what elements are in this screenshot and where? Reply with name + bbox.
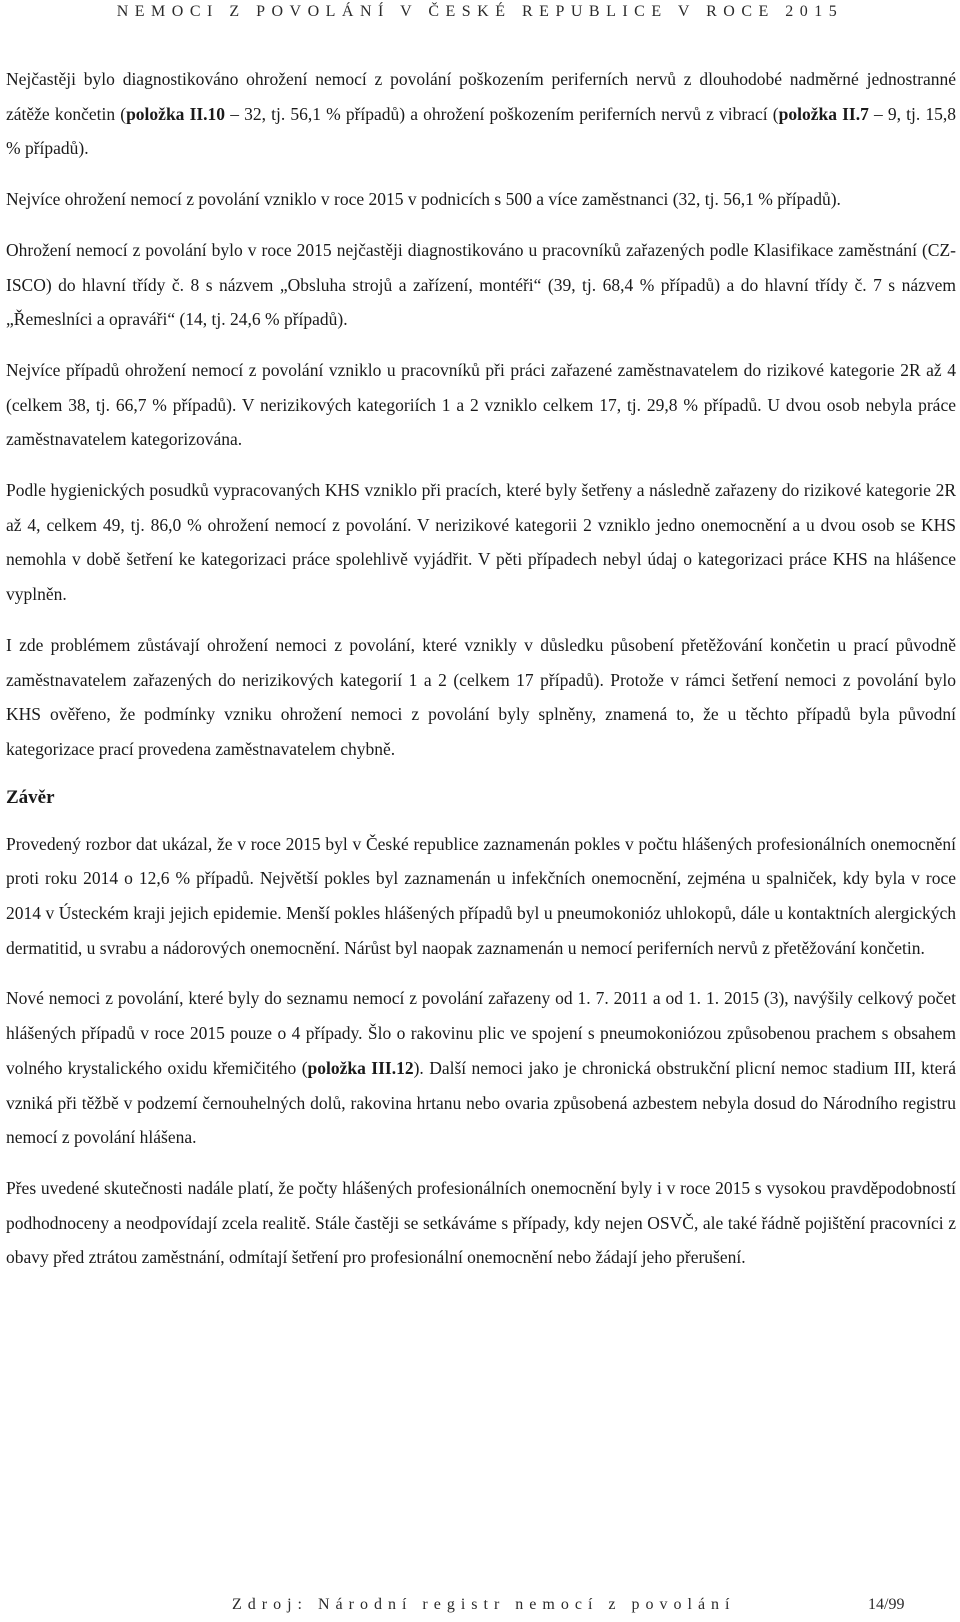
item-reference: položka II.7 — [778, 103, 869, 124]
paragraph-conclusion-summary: Provedený rozbor dat ukázal, že v roce 2015 byl v České republice zaznamenán pokles v počtu hlášených profesionálních onemocnění proti roku 2014 o 12,6 % případů. Největší pokles byl zaznamenán u infekčních onemocnění, zejména u spalniček, kdy byla v roce 2014 v Ústeckém kraji jejich epidemie. Menší pokles hlášených případů byl u pneumokonióz uhlokopů, dále u kontaktních alergických dermatitid, u svrabu a nádorových onemocnění. Nárůst byl naopak zaznamenán u nemocí periferních nervů z přetěžování končetin. — [6, 833, 956, 958]
paragraph-text: – 9, tj. 15,8 % případů). — [6, 103, 956, 159]
page-number: 14/99 — [868, 1596, 905, 1613]
paragraph-diagnosis — [6, 62, 956, 166]
paragraph-text: Nejčastěji bylo diagnostikováno ohrožení nemocí z povolání poškozením periferních nervů z dlouhodobé nadměrné jednostranné zátěže končetin ( — [6, 69, 956, 124]
paragraph-company-size: Nejvíce ohrožení nemocí z povolání vzniklo v roce 2015 v podnicích s 500 a více zaměstnanci (32, tj. 56,1 % případů). — [6, 189, 841, 210]
paragraph-hygiene-reports: Podle hygienických posudků vypracovaných KHS vzniklo při pracích, které byly šetřeny a následně zařazeny do rizikové kategorie 2R až 4, celkem 49, tj. 86,0 % ohrožení nemocí z povolání. V nerizikové kategorii 2 vzniklo jedno onemocnění a u dvou osob se KHS nemohla v době šetření ke kategorizaci práce spolehlivě vyjádřit. V pěti případech nebyl údaj o kategorizaci práce KHS na hlášence vyplněn. — [6, 480, 956, 605]
paragraph-risk-category: Nejvíce případů ohrožení nemocí z povolání vzniklo u pracovníků při práci zařazené zaměstnavatelem do rizikové kategorie 2R až 4 (celkem 38, tj. 66,7 % případů). V nerizikových kategoriích 1 a 2 vzniklo celkem 17, tj. 29,8 % případů. U dvou osob nebyla práce zaměstnavatelem kategorizována. — [6, 359, 956, 450]
page-footer — [0, 1596, 960, 1618]
paragraph-text: – 32, tj. 56,1 % případů) a ohrožení poškozením periferních nervů z vibrací ( — [225, 103, 779, 124]
page-header: NEMOCI Z POVOLÁNÍ V ČESKÉ REPUBLICE V ROCE 2015 — [116, 3, 844, 20]
section-heading-conclusion: Závěr — [6, 786, 55, 808]
item-reference: položka II.10 — [126, 103, 226, 124]
paragraph-underreporting: Přes uvedené skutečnosti nadále platí, že počty hlášených profesionálních onemocnění byly i v roce 2015 s vysokou pravděpodobností podhodnoceny a neodpovídají zcela realitě. Stále častěji se setkáváme s případy, kdy nejen OSVČ, ale také řádně pojištění pracovníci z obavy před ztrátou zaměstnání, odmítají šetření pro profesionální onemocnění nebo žádají jeho přerušení. — [6, 1177, 956, 1268]
document-body — [6, 62, 956, 1291]
paragraph-problem: I zde problémem zůstávají ohrožení nemoci z povolání, které vznikly v důsledku působení přetěžování končetin u prací původně zaměstnavatelem zařazených do nerizikových kategorií 1 a 2 (celkem 17 případů). Protože v rámci šetření nemoci z povolání bylo KHS ověřeno, že podmínky vzniku ohrožení nemoci z povolání byly splněny, znamená to, že u těchto případů byla původní kategorizace prací provedena zaměstnavatelem chybně. — [6, 634, 956, 759]
footer-source: Zdroj: Národní registr nemocí z povolání — [232, 1596, 736, 1613]
paragraph-occupation: Ohrožení nemocí z povolání bylo v roce 2015 nejčastěji diagnostikováno u pracovníků zařazených podle Klasifikace zaměstnání (CZ-ISCO) do hlavní třídy č. 8 s názvem „Obsluha strojů a zařízení, montéři“ (39, tj. 68,4 % případů) a do hlavní třídy č. 7 s názvem „Řemeslníci a opraváři“ (14, tj. 24,6 % případů). — [6, 239, 956, 330]
paragraph-text: Nové nemoci z povolání, které byly do seznamu nemocí z povolání zařazeny od 1. 7. 2011 a od 1. 1. 2015 (3), navýšily celkový počet hlášených případů v roce 2015 pouze o 4 případy. Šlo o rakovinu plic ve spojení s pneumokoniózou způsobenou prachem s obsahem volného krystalického oxidu křemičitého ( — [6, 988, 956, 1078]
paragraph-text: ). Další nemoci jako je chronická obstrukční plicní nemoc stadium III, která vzniká při těžbě v podzemí černouhelných dolů, rakovina hrtanu nebo ovaria způsobená azbestem nebyla dosud do Národního registru nemocí z povolání hlášena. — [6, 1057, 957, 1148]
paragraph-new-diseases — [6, 981, 956, 1155]
item-reference: položka III.12 — [307, 1057, 414, 1078]
